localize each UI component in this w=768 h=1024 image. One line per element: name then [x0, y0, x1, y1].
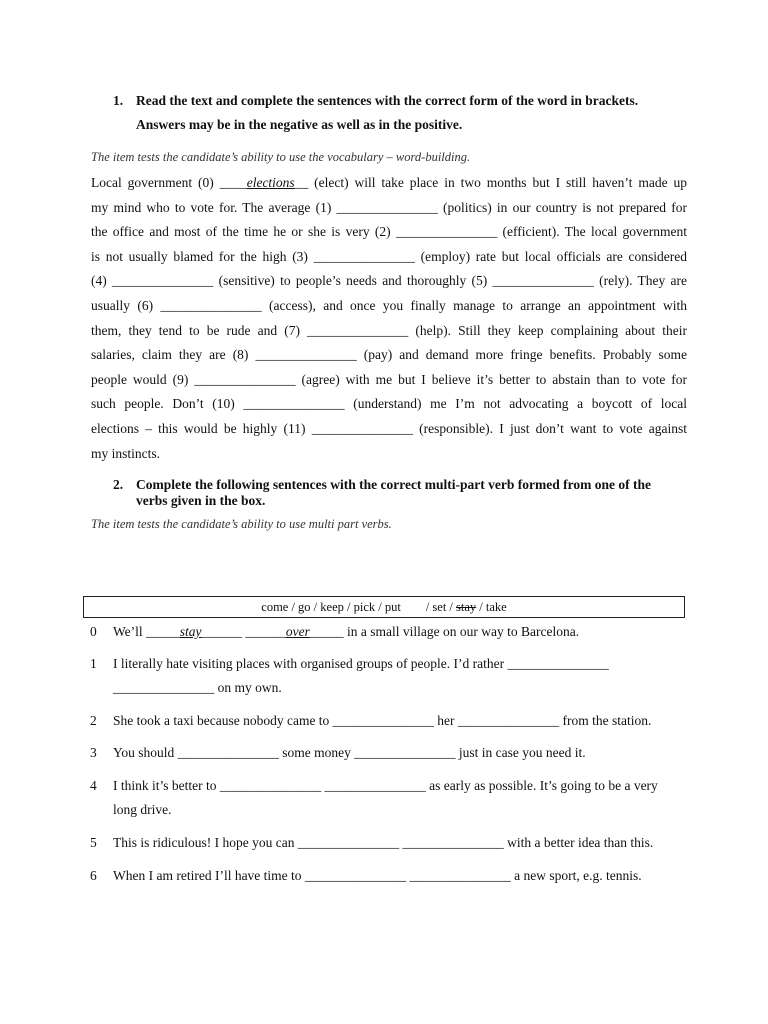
task1-line-3: the office and most of the time he or she is very (2) _______________ (efficient). The local government — [91, 224, 687, 240]
item-number: 1 — [90, 656, 97, 671]
task2-item-3 — [90, 741, 680, 765]
item-number: 6 — [90, 868, 97, 883]
example-answer-over: over — [285, 624, 310, 639]
task1-line-10: such people. Don’t (10) _______________ (understand) me I’m not advocating a boycott of local — [91, 396, 687, 412]
task1-instruction-line2: Answers may be in the negative as well as in the positive. — [136, 117, 463, 132]
task1-line-5: (4) _______________ (sensitive) to people’s needs and thoroughly (5) _______________ (rely). They are — [91, 273, 687, 289]
task2-note: The item tests the candidate’s ability to use multi part verbs. — [91, 517, 392, 531]
item-text-line2: long drive. — [113, 802, 172, 817]
verb-list-end: / take — [476, 600, 507, 614]
task2-item-4 — [90, 774, 680, 822]
verb-box — [83, 596, 685, 618]
task2-instruction-line1: Complete the following sentences with the correct multi-part verb formed from one of the — [136, 477, 652, 492]
task1-instruction-line1: Read the text and complete the sentences with the correct form of the word in brackets. — [136, 93, 639, 108]
task2-heading — [113, 477, 703, 509]
item-text-line1: When I am retired I’ll have time to _______________ _______________ a new sport, e.g. tennis. — [113, 868, 642, 883]
task1-line-1: Local government (0) ____elections__ (elect) will take place in two months but I still haven’t made up — [91, 175, 687, 190]
example-answer-stay: stay — [179, 624, 202, 639]
verb-list-start: come / go / keep / pick / put / set / — [261, 600, 457, 614]
item-text-line2: _______________ on my own. — [113, 680, 282, 695]
item-text-line1: You should _______________ some money _______________ just in case you need it. — [113, 745, 586, 760]
task2-item-5 — [90, 831, 680, 855]
item-number: 3 — [90, 745, 97, 760]
example-answer-elections: elections — [246, 175, 295, 190]
task1-note: The item tests the candidate’s ability to use the vocabulary – word-building. — [91, 150, 471, 164]
task1-line-2: my mind who to vote for. The average (1) _______________ (politics) in our country is not prepared for — [91, 199, 687, 215]
item-text-line1: This is ridiculous! I hope you can _______________ _______________ with a better idea than this. — [113, 835, 654, 850]
task1-line-8: salaries, claim they are (8) _______________ (pay) and demand more fringe benefits. Probably some — [91, 347, 687, 363]
task2-instruction-line2: verbs given in the box. — [136, 493, 266, 508]
task1-line-7: them, they tend to be rude and (7) _______________ (help). Still they keep complaining about their — [91, 322, 687, 338]
task1-line-9: people would (9) _______________ (agree) with me but I believe it’s better to abstain than to vote for — [91, 371, 687, 387]
item-number: 2 — [90, 713, 97, 728]
task2-item-2 — [90, 709, 680, 733]
verb-struck-stay: stay — [456, 600, 477, 614]
item-text-line1: I think it’s better to _______________ _______________ as early as possible. It’s going to be a very — [113, 778, 658, 793]
task1-line-4: is not usually blamed for the high (3) _______________ (employ) rate but local officials are considered — [91, 248, 687, 264]
task2-item-1 — [90, 652, 680, 700]
item-number: 5 — [90, 835, 97, 850]
item-text-line1: I literally hate visiting places with organised groups of people. I’d rather _______________ — [113, 656, 609, 671]
task2-item-6 — [90, 864, 680, 888]
item-text: We’ll _____stay______ ______over_____ in a small village on our way to Barcelona. — [113, 624, 580, 639]
task1-line-6: usually (6) _______________ (access), and once you finally manage to arrange an appointment with — [91, 297, 687, 313]
task1-line-11: elections – this would be highly (11) _______________ (responsible). I just don’t want to vote against — [91, 420, 687, 436]
task1-line-12: my instincts. — [91, 445, 161, 461]
task1-text — [91, 171, 687, 466]
item-number: 4 — [90, 778, 97, 793]
task1-heading — [113, 89, 703, 137]
task1-number: 1. — [113, 93, 124, 108]
task2-number: 2. — [113, 477, 124, 492]
item-text-line1: She took a taxi because nobody came to _______________ her _______________ from the station. — [113, 713, 652, 728]
item-number: 0 — [90, 624, 97, 639]
task2-item-0 — [90, 620, 680, 644]
